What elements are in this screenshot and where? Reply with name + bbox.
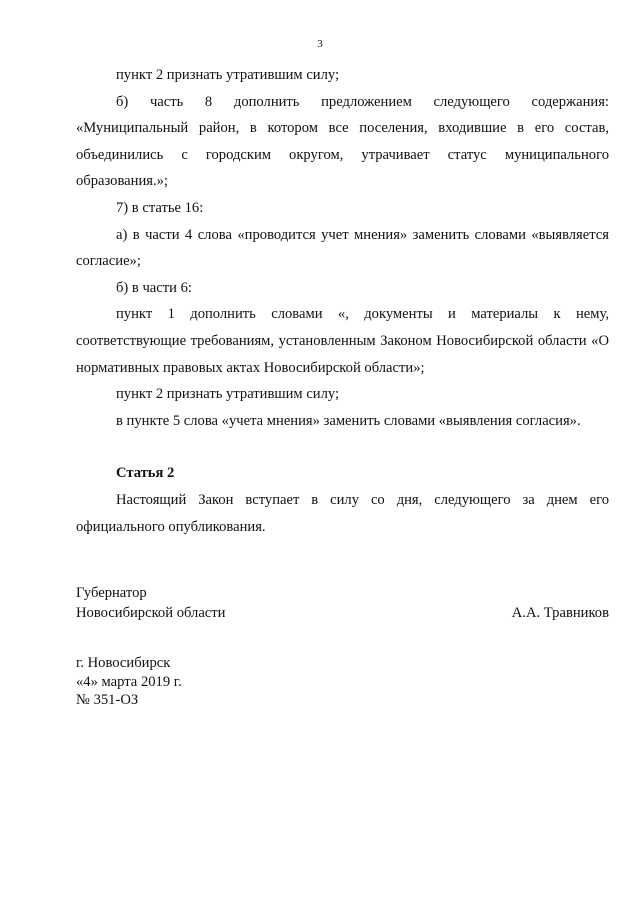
page-number: 3 xyxy=(317,38,323,50)
paragraph-part-4-words: а) в части 4 слова «проводится учет мнения» заменить словами «выявляется согласие»; xyxy=(76,226,609,270)
place-date-block xyxy=(76,654,182,710)
date: «4» марта 2019 г. xyxy=(76,673,182,690)
paragraph-part-8-amend: б) часть 8 дополнить предложением следующего содержания: xyxy=(116,93,609,110)
law-amendments-text xyxy=(76,62,609,540)
signatory-title-line1: Губернатор xyxy=(76,585,147,601)
article-2-text: Настоящий Закон вступает в силу со дня, следующего за днем его официального опубликования. xyxy=(76,491,609,535)
signature-row xyxy=(76,603,609,623)
paragraph-clause-5-words: в пункте 5 слова «учета мнения» заменить словами «выявления согласия». xyxy=(116,412,581,429)
paragraph-clause-2-repeal-second: пункт 2 признать утратившим силу; xyxy=(116,386,340,403)
paragraph-municipal-district-quote: «Муниципальный район, в котором все поселения, входившие в его состав, объединились с городским округом, утрачивает статус муниципального образования.»; xyxy=(76,120,609,190)
city: г. Новосибирск xyxy=(76,655,171,671)
signature-block xyxy=(76,583,609,623)
signatory-name: А.А. Травников xyxy=(511,605,609,621)
paragraph-part-6: б) в части 6: xyxy=(116,279,192,296)
law-number: № 351-ОЗ xyxy=(76,692,139,708)
paragraph-clause-1-supplement: пункт 1 дополнить словами «, документы и материалы к нему, соответствующие требованиям, установленным Законом Новосибирской области «О нормативных правовых актах Новосибирской области»; xyxy=(76,306,609,376)
paragraph-article-16: 7) в статье 16: xyxy=(116,199,204,216)
article-2-heading: Статья 2 xyxy=(116,465,175,482)
signatory-title-line2: Новосибирской области xyxy=(76,605,226,621)
paragraph-clause-2-repeal: пункт 2 признать утратившим силу; xyxy=(116,67,340,83)
